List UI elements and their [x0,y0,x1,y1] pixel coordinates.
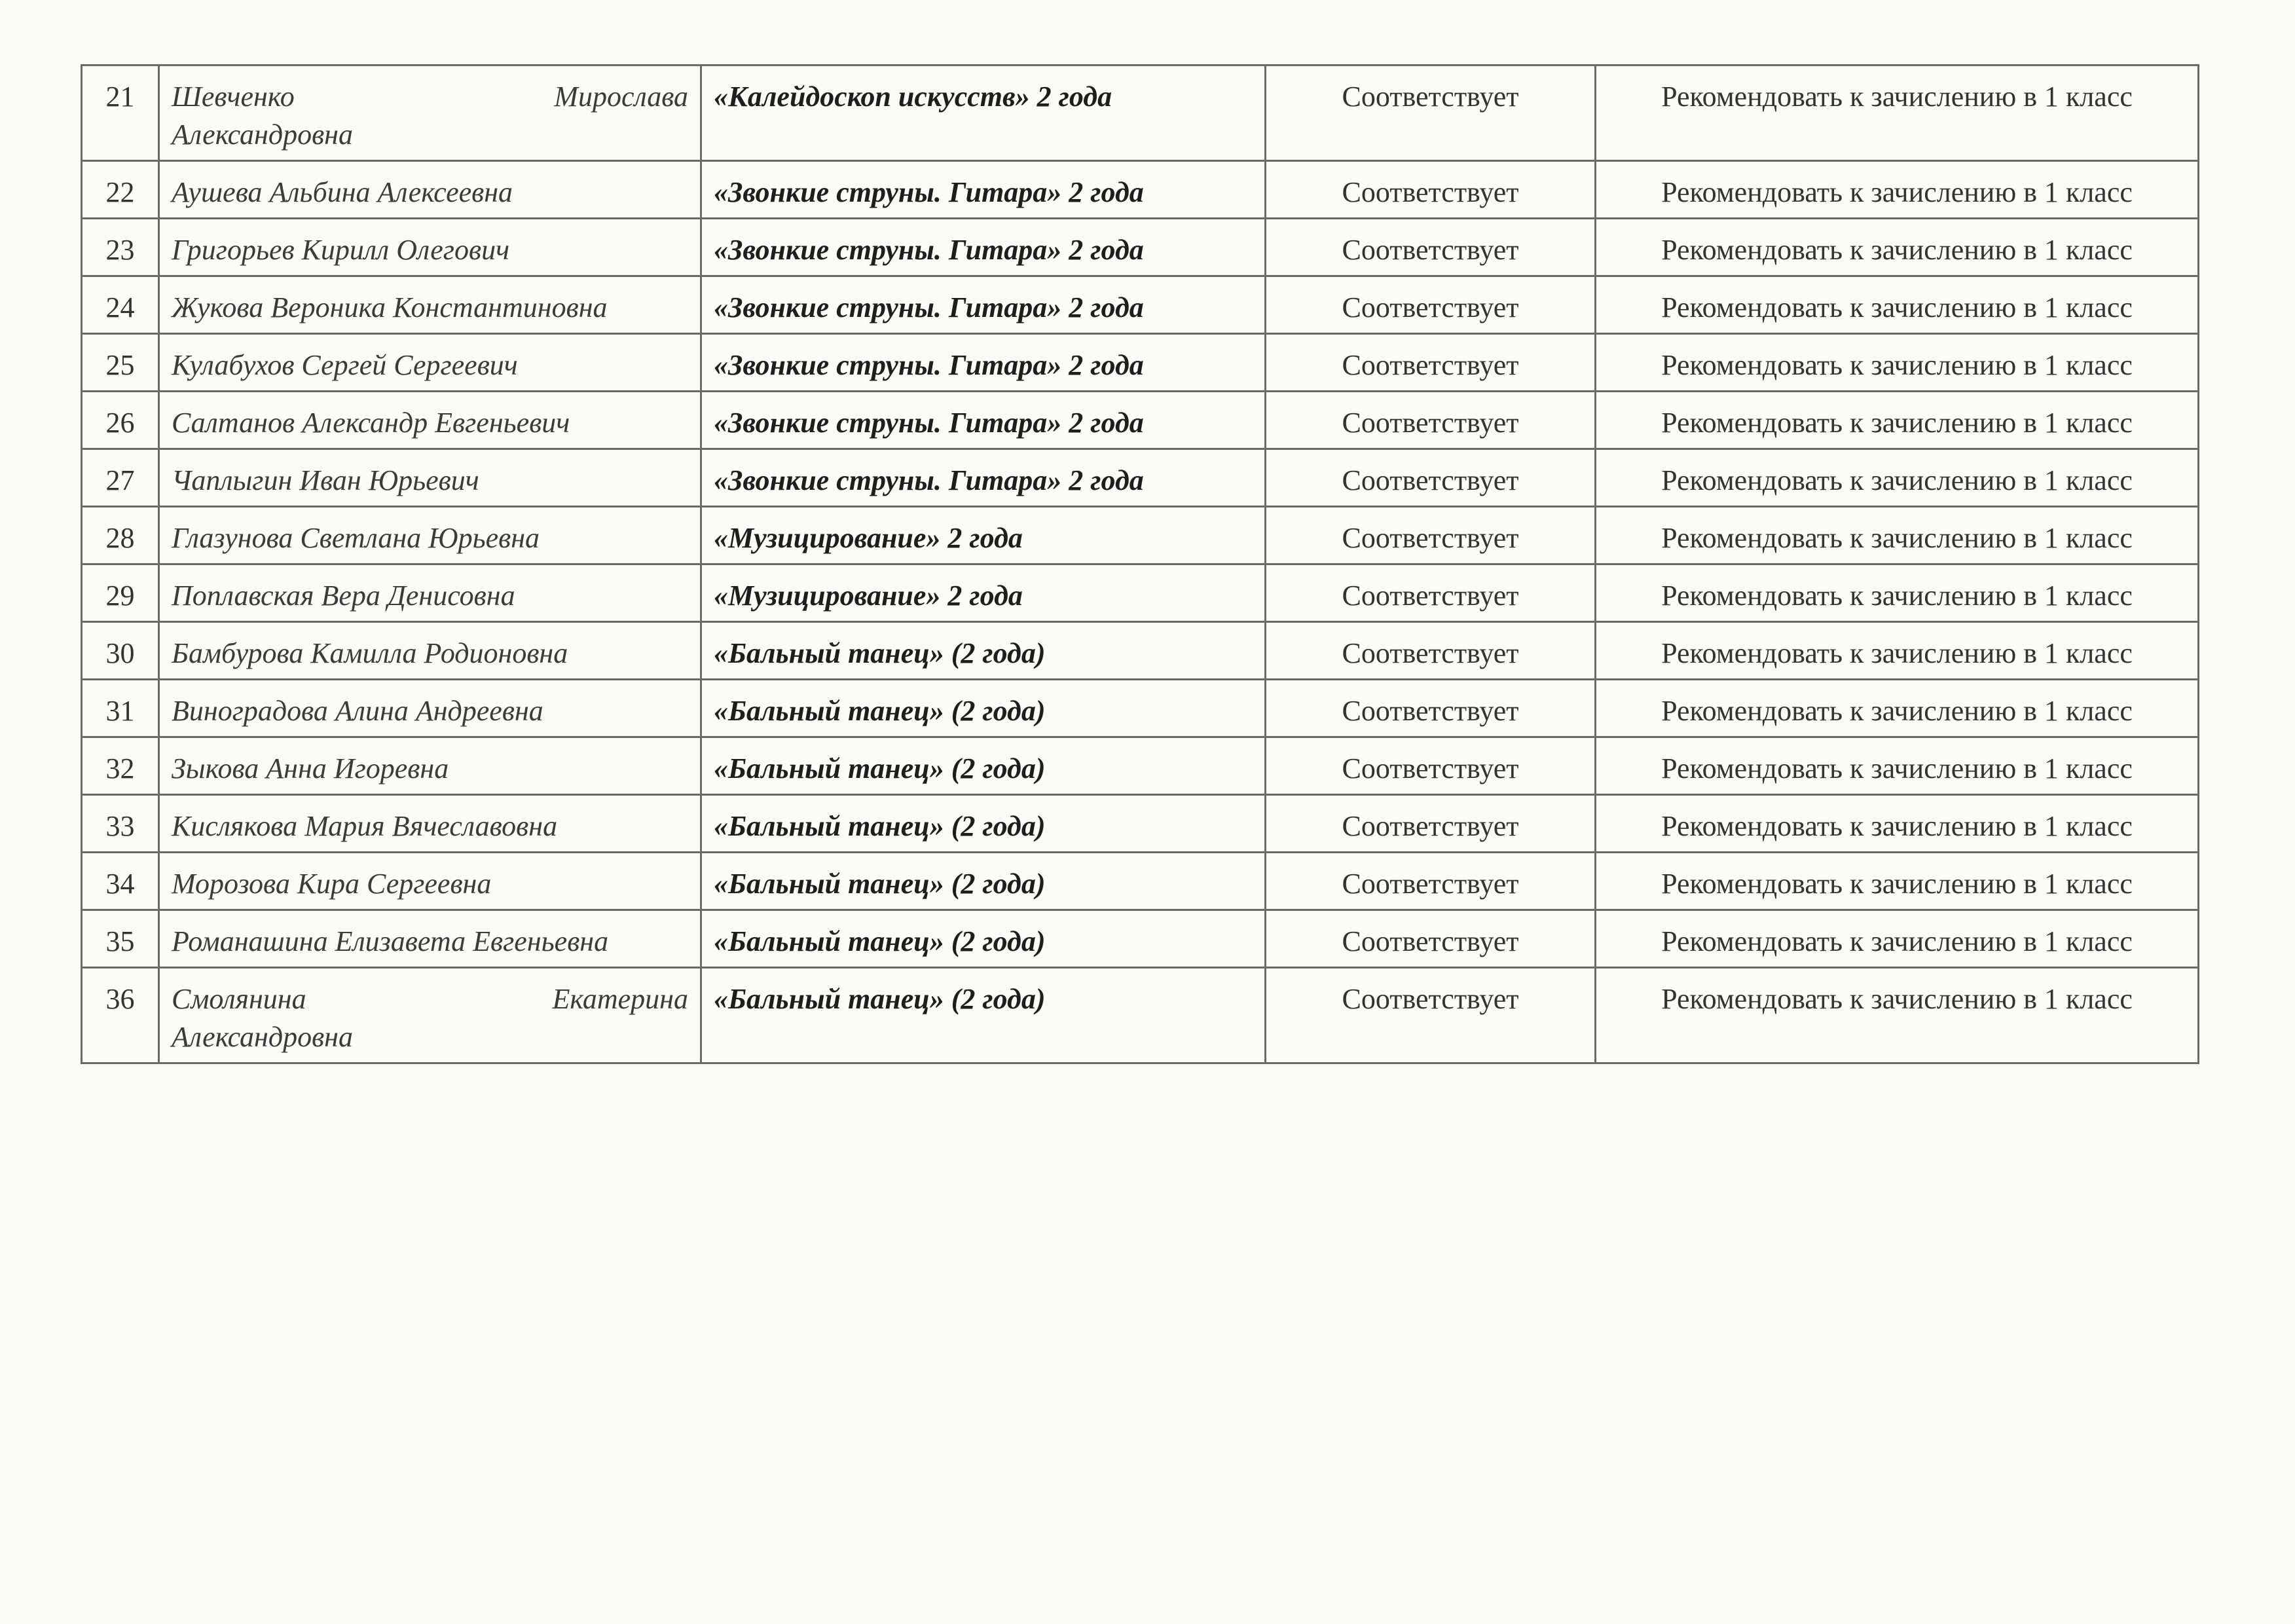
recommendation-text: Рекомендовать к зачислению в 1 класс [1596,564,2199,622]
status-text: Соответствует [1266,65,1596,161]
student-name: Зыкова Анна Игоревна [159,737,701,795]
program-name: «Звонкие струны. Гитара» 2 года [701,334,1266,392]
table-row [82,392,2199,449]
status-text: Соответствует [1266,392,1596,449]
student-name [159,65,701,161]
row-number: 30 [82,622,159,680]
program-name: «Бальный танец» (2 года) [701,680,1266,737]
program-name: «Бальный танец» (2 года) [701,622,1266,680]
status-text: Соответствует [1266,622,1596,680]
table-row [82,276,2199,334]
status-text: Соответствует [1266,968,1596,1063]
row-number: 35 [82,910,159,968]
status-text: Соответствует [1266,737,1596,795]
program-name: «Звонкие струны. Гитара» 2 года [701,219,1266,276]
program-name: «Звонкие струны. Гитара» 2 года [701,449,1266,507]
student-name: Аушева Альбина Алексеевна [159,161,701,219]
status-text: Соответствует [1266,680,1596,737]
enrollment-results-table [81,64,2199,1064]
program-name: «Музицирование» 2 года [701,507,1266,564]
status-text: Соответствует [1266,334,1596,392]
row-number: 24 [82,276,159,334]
recommendation-text: Рекомендовать к зачислению в 1 класс [1596,622,2199,680]
row-number: 27 [82,449,159,507]
student-name: Морозова Кира Сергеевна [159,853,701,910]
student-name: Кислякова Мария Вячеславовна [159,795,701,853]
program-name: «Бальный танец» (2 года) [701,853,1266,910]
program-name: «Бальный танец» (2 года) [701,910,1266,968]
recommendation-text: Рекомендовать к зачислению в 1 класс [1596,334,2199,392]
row-number: 36 [82,968,159,1063]
program-name: «Бальный танец» (2 года) [701,795,1266,853]
program-name: «Звонкие струны. Гитара» 2 года [701,276,1266,334]
program-name: «Звонкие струны. Гитара» 2 года [701,161,1266,219]
status-text: Соответствует [1266,507,1596,564]
student-name: Глазунова Светлана Юрьевна [159,507,701,564]
recommendation-text: Рекомендовать к зачислению в 1 класс [1596,968,2199,1063]
student-name: Романашина Елизавета Евгеньевна [159,910,701,968]
program-name: «Музицирование» 2 года [701,564,1266,622]
row-number: 32 [82,737,159,795]
table-row [82,507,2199,564]
table-row [82,219,2199,276]
student-surname: Шевченко [172,81,295,113]
row-number: 26 [82,392,159,449]
row-number: 23 [82,219,159,276]
status-text: Соответствует [1266,161,1596,219]
student-first-name: Екатерина [552,983,688,1015]
recommendation-text: Рекомендовать к зачислению в 1 класс [1596,449,2199,507]
recommendation-text: Рекомендовать к зачислению в 1 класс [1596,219,2199,276]
recommendation-text: Рекомендовать к зачислению в 1 класс [1596,910,2199,968]
table-row [82,334,2199,392]
table-row [82,622,2199,680]
recommendation-text: Рекомендовать к зачислению в 1 класс [1596,161,2199,219]
row-number: 34 [82,853,159,910]
status-text: Соответствует [1266,276,1596,334]
table-row [82,680,2199,737]
status-text: Соответствует [1266,853,1596,910]
student-name: Жукова Вероника Константиновна [159,276,701,334]
row-number: 31 [82,680,159,737]
program-name: «Звонкие струны. Гитара» 2 года [701,392,1266,449]
student-name: Виноградова Алина Андреевна [159,680,701,737]
table-row [82,968,2199,1063]
student-name: Бамбурова Камилла Родионовна [159,622,701,680]
row-number: 28 [82,507,159,564]
table-row [82,65,2199,161]
recommendation-text: Рекомендовать к зачислению в 1 класс [1596,680,2199,737]
table-row [82,161,2199,219]
status-text: Соответствует [1266,449,1596,507]
recommendation-text: Рекомендовать к зачислению в 1 класс [1596,737,2199,795]
row-number: 21 [82,65,159,161]
student-name: Чаплыгин Иван Юрьевич [159,449,701,507]
student-name: Кулабухов Сергей Сергеевич [159,334,701,392]
status-text: Соответствует [1266,219,1596,276]
row-number: 25 [82,334,159,392]
status-text: Соответствует [1266,910,1596,968]
student-name [159,968,701,1063]
student-patronymic: Александровна [172,119,353,151]
recommendation-text: Рекомендовать к зачислению в 1 класс [1596,507,2199,564]
student-first-name: Мирослава [554,81,688,113]
student-name: Салтанов Александр Евгеньевич [159,392,701,449]
recommendation-text: Рекомендовать к зачислению в 1 класс [1596,392,2199,449]
student-name: Григорьев Кирилл Олегович [159,219,701,276]
program-name: «Бальный танец» (2 года) [701,968,1266,1063]
table-row [82,853,2199,910]
student-name: Поплавская Вера Денисовна [159,564,701,622]
recommendation-text: Рекомендовать к зачислению в 1 класс [1596,853,2199,910]
table-row [82,449,2199,507]
recommendation-text: Рекомендовать к зачислению в 1 класс [1596,276,2199,334]
table-row [82,795,2199,853]
row-number: 29 [82,564,159,622]
table-row [82,564,2199,622]
program-name: «Бальный танец» (2 года) [701,737,1266,795]
recommendation-text: Рекомендовать к зачислению в 1 класс [1596,65,2199,161]
row-number: 22 [82,161,159,219]
student-patronymic: Александровна [172,1021,353,1053]
table-row [82,737,2199,795]
student-surname: Смолянина [172,983,306,1015]
table-row [82,910,2199,968]
row-number: 33 [82,795,159,853]
recommendation-text: Рекомендовать к зачислению в 1 класс [1596,795,2199,853]
status-text: Соответствует [1266,564,1596,622]
program-name: «Калейдоскоп искусств» 2 года [701,65,1266,161]
status-text: Соответствует [1266,795,1596,853]
